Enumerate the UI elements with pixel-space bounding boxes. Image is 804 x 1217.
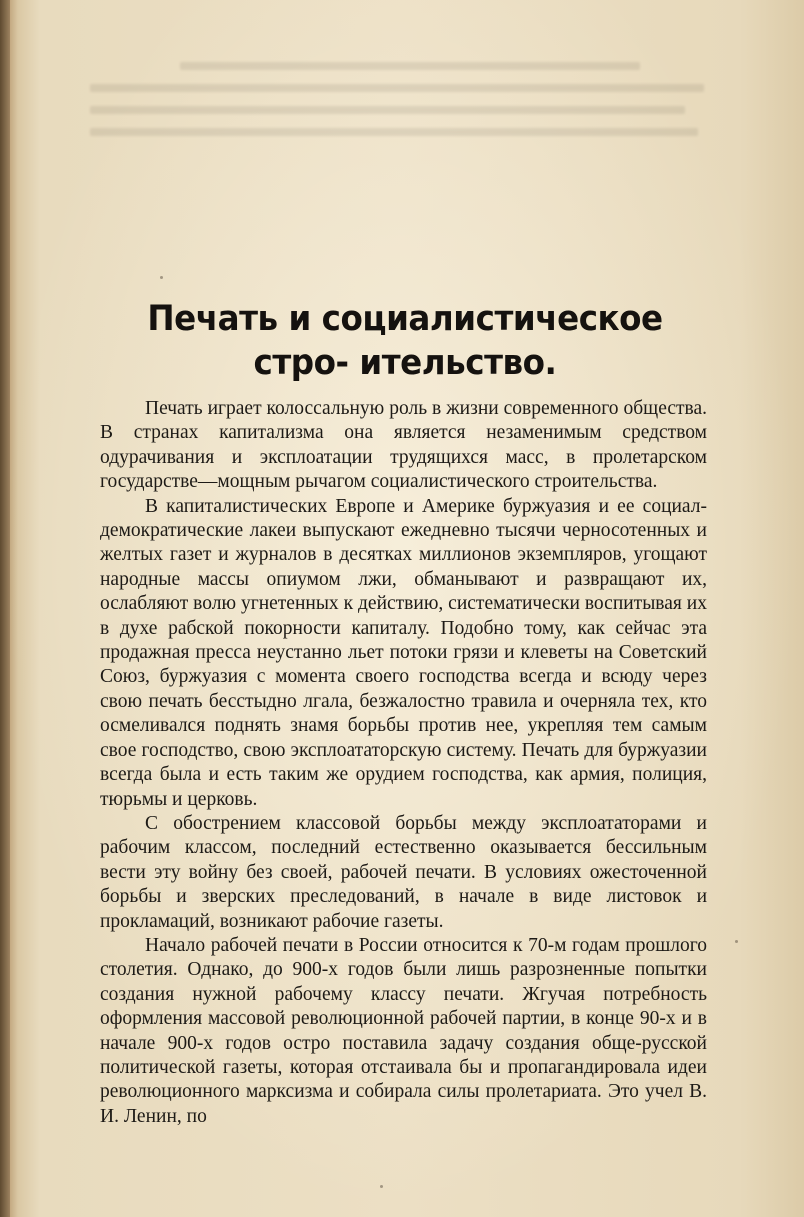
paragraph: С обострением классовой борьбы между эксплоататорами и рабочим классом, последний естественно оказывается бессильным вести эту войну без своей, рабочей печати. В условиях ожесточенной борьбы и зверских преследований, в начале в виде листовок и прокламаций, возникают рабочие газеты.	[100, 812, 707, 932]
paragraph: В капиталистических Европе и Америке буржуазия и ее социал-демократические лакеи выпускают ежедневно тысячи черносотенных и желтых газет и журналов в десятках миллионов экземпляров, угощают народные массы опиумом лжи, обманывают и развращают их, ослабляют волю угнетенных к действию, систематически воспитывая их в духе рабской покорности капиталу. Подобно тому, как сейчас эта продажная пресса неустанно льет потоки грязи и клеветы на Советский Союз, буржуазия с момента своего господства всегда и всюду через свою печать бесстыдно лгала, безжалостно травила и очерняла тех, кто осмеливался поднять знамя борьбы против нее, укрепляя тем самым свое господство, свою эксплоататорскую систему. Печать для буржуазии всегда была и есть таким же орудием господства, как армия, полиция, тюрьмы и церковь.	[100, 495, 707, 810]
show-through-header	[90, 48, 730, 178]
paper-speck	[735, 940, 738, 943]
paper-speck	[380, 1185, 383, 1188]
article-title: Печать и социалистическое стро- ительство.	[147, 299, 663, 383]
paper-speck	[160, 276, 163, 279]
paragraph: Печать играет колоссальную роль в жизни современного общества. В странах капитализма она является незаменимым средством одурачивания и эксплоатации трудящихся масс, в пролетарском государстве—мощным рычагом социалистического строительства.	[100, 398, 707, 493]
article-body	[100, 397, 707, 1129]
paragraph: Начало рабочей печати в России относится к 70-м годам прошлого столетия. Однако, до 900-х годов были лишь разрозненные попытки создания нужной рабочему классу печати. Жгучая потребность оформления массовой революционной рабочей партии, в конце 90-х и в начале 900-х годов остро поставила задачу создания обще-русской политической газеты, которая отстаивала бы и пропагандировала идеи революционного марксизма и собирала силы пролетариата. Это учел В. И. Ленин, по	[100, 934, 707, 1127]
book-spine-shadow	[0, 0, 10, 1217]
